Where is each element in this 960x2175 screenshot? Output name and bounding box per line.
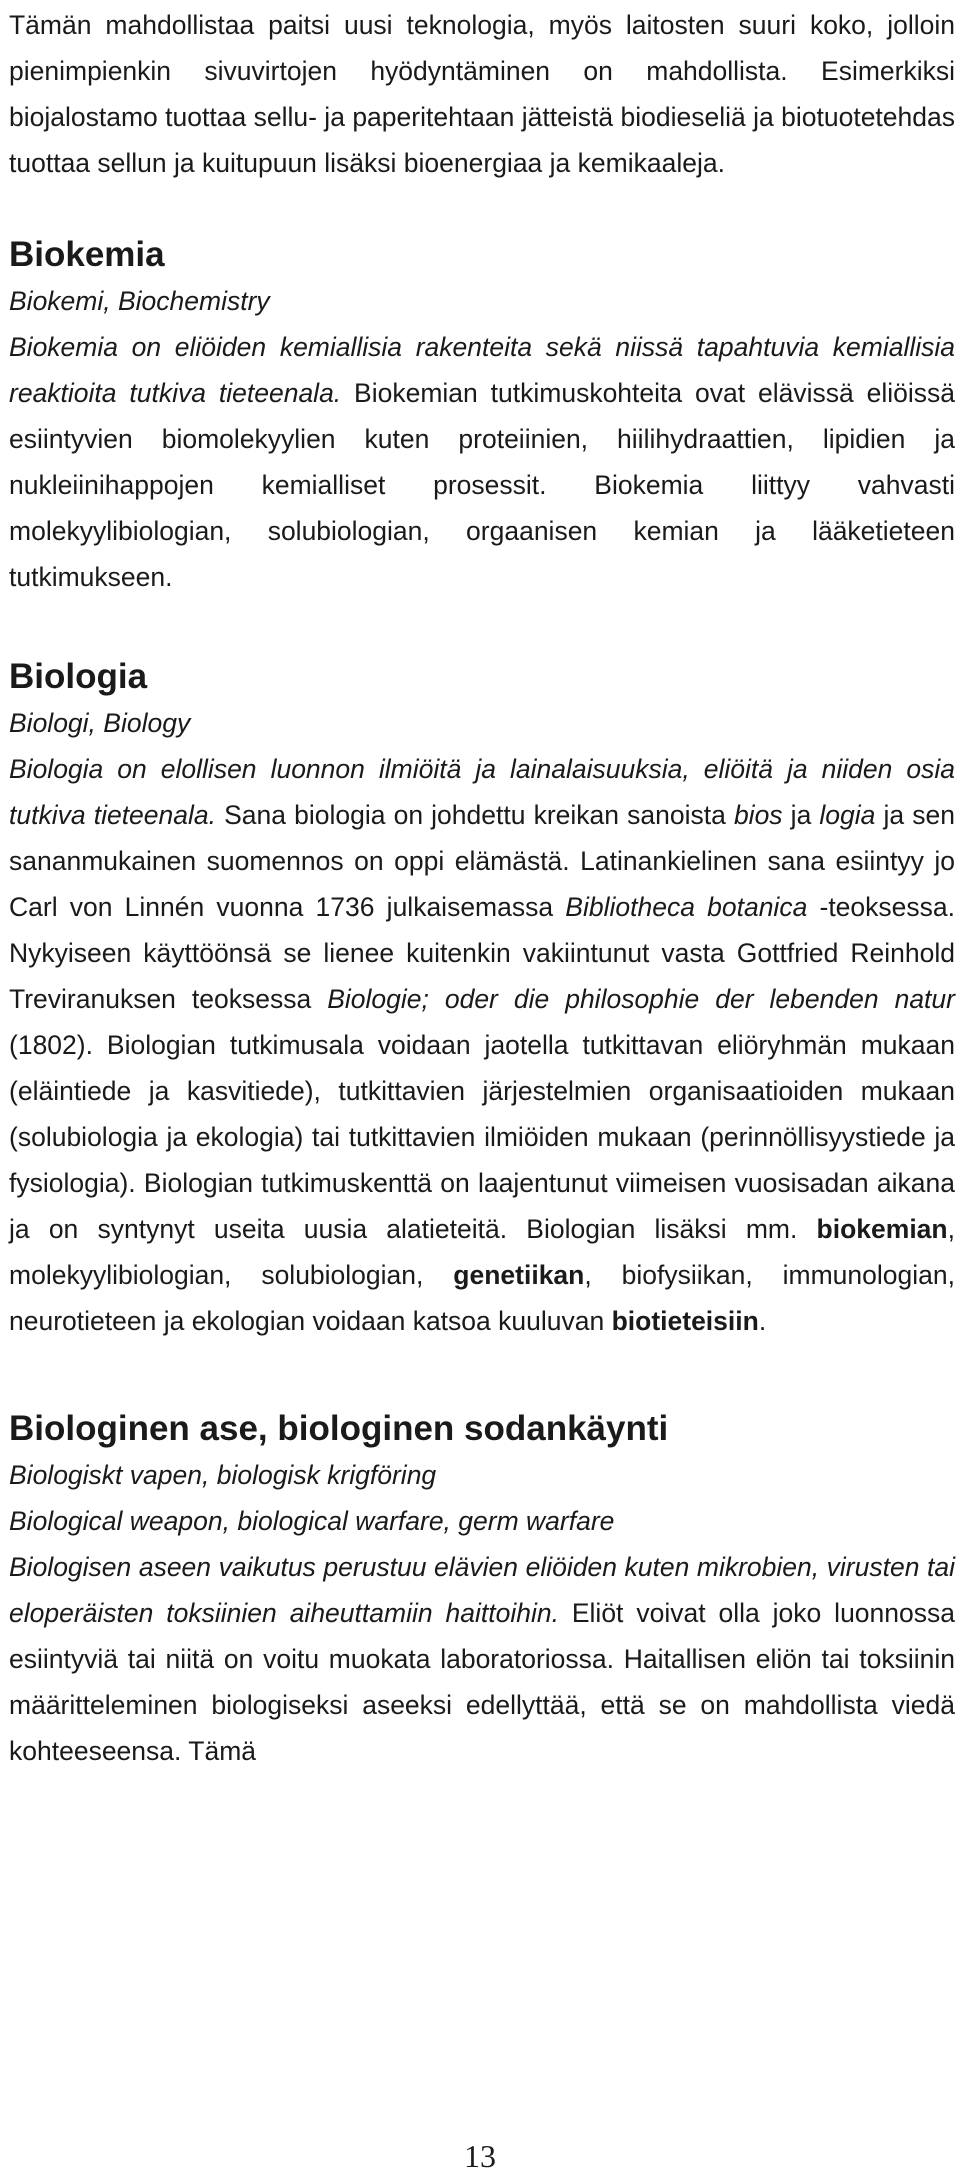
cross-reference: biotieteisiin — [611, 1306, 759, 1336]
book-title: Biologie; oder die philosophie der lebenden natur — [327, 984, 955, 1014]
term-translations: Biologi, Biology — [9, 708, 191, 738]
word-bios: bios — [733, 800, 783, 830]
term-description: Biologia on elollisen luonnon ilmiöitä ja lainalaisuuksia, eliöitä ja niiden osia tutkiva tieteenala. Sana biologia on johdettu kreikan sanoista bios ja logia ja sen sananmukainen suomennos on oppi elämästä. Latinankielinen sana esiintyy jo Carl von Linnén vuonna 1736 julkaisemassa Bibliotheca botanica -teoksessa. Nykyiseen käyttöönsä se lienee kuitenkin vakiintunut vasta Gottfried Reinhold Treviranuksen teoksessa Biologie; oder die philosophie der lebenden natur (1802). Biologian tutkimusala voidaan jaotella tutkittavan eliöryhmän mukaan (eläintiede ja kasvitiede), tutkittavien järjestelmien organisaatioiden mukaan (solubiologia ja ekologia) tai tutkittavien ilmiöiden mukaan (perinnöllisyystiede ja fysiologia). Biologian tutkimuskenttä on laajentunut viimeisen vuosisadan aikana ja on syntynyt useita uusia alatieteitä. Biologian lisäksi mm. biokemian, molekyylibiologian, solubiologian, genetiikan, biofysiikan, immunologian, neurotieteen ja ekologian voidaan katsoa kuuluvan biotieteisiin. — [9, 754, 955, 1336]
cross-reference: genetiikan — [453, 1260, 585, 1290]
term-body: Eliöt voivat olla joko luonnossa esiintyviä tai niitä on voitu muokata laboratoriossa. Haitallisen eliön tai toksiinin määritteleminen biologiseksi aseeksi edellyttää, että se on mahdollista viedä kohteeseensa. Tämä — [9, 1598, 955, 1766]
term-translations: Biokemi, Biochemistry — [9, 286, 270, 316]
term-heading: Biologinen ase, biologinen sodankäynti — [9, 1409, 669, 1448]
entry-biologia — [9, 654, 955, 1344]
term-body: Biokemian tutkimuskohteita ovat elävissä eliöissä esiintyvien biomolekyylien kuten proteiinien, hiilihydraattien, lipidien ja nukleiinihappojen kemialliset prosessit. Biokemia liittyy vahvasti molekyylibiologian, solubiologian, orgaanisen kemian ja lääketieteen tutkimukseen. — [9, 378, 955, 592]
term-definition: Biologisen aseen vaikutus perustuu elävien eliöiden kuten mikrobien, virusten tai eloperäisten toksiinien aiheuttamiin haittoihin. — [9, 1552, 955, 1628]
document-page — [9, 0, 955, 1774]
word-logia: logia — [819, 800, 876, 830]
term-description — [9, 1544, 955, 1774]
term-definition: Biologia on elollisen luonnon ilmiöitä ja lainalaisuuksia, eliöitä ja niiden osia tutkiva tieteenala. — [9, 754, 955, 830]
cross-reference: biokemian — [816, 1214, 948, 1244]
book-title: Bibliotheca botanica — [565, 892, 808, 922]
term-heading: Biologia — [9, 657, 148, 696]
entry-biokemia — [9, 232, 955, 600]
term-translation-sv: Biologiskt vapen, biologisk krigföring — [9, 1460, 437, 1490]
page-number: 13 — [464, 2138, 496, 2174]
intro-paragraph: Tämän mahdollistaa paitsi uusi teknologia, myös laitosten suuri koko, jolloin pienimpienkin sivuvirtojen hyödyntäminen on mahdollista. Esimerkiksi biojalostamo tuottaa sellu- ja paperitehtaan jätteistä biodieseliä ja biotuotetehdas tuottaa sellun ja kuitupuun lisäksi bioenergiaa ja kemikaaleja. — [9, 10, 955, 178]
term-heading: Biokemia — [9, 235, 165, 274]
term-translation-en: Biological weapon, biological warfare, germ warfare — [9, 1506, 615, 1536]
entry-biologinen-ase — [9, 1406, 955, 1774]
term-definition: Biokemia on eliöiden kemiallisia rakenteita sekä niissä tapahtuvia kemiallisia reaktioita tutkiva tieteenala. — [9, 332, 955, 408]
term-description — [9, 324, 955, 600]
